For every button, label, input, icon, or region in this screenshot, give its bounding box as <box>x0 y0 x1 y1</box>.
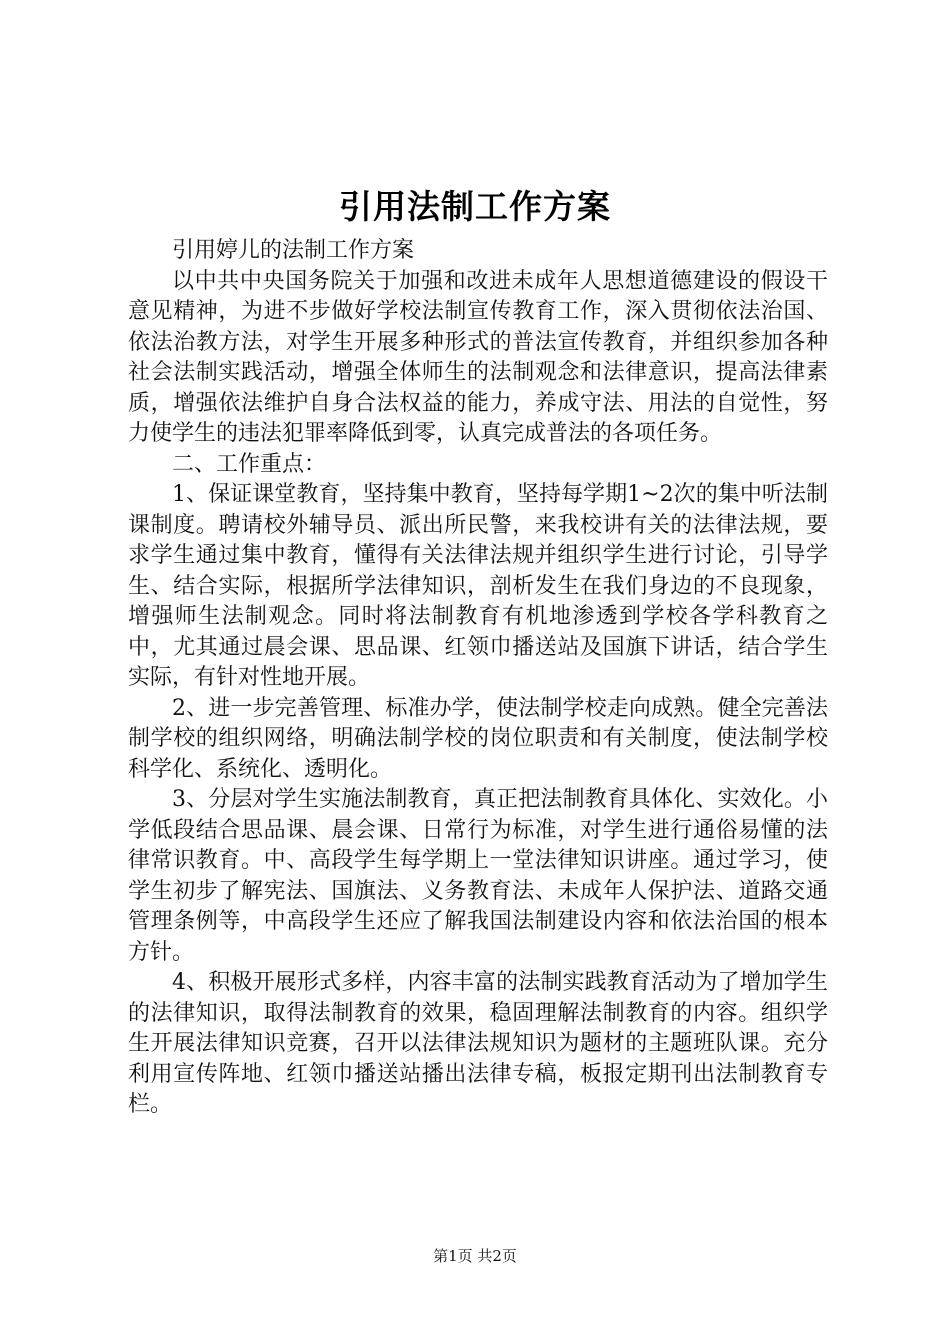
point-4-paragraph: 4、积极开展形式多样，内容丰富的法制实践教育活动为了增加学生的法律知识，取得法制教育的效果，稳固理解法制教育的内容。组织学生开展法律知识竞赛，召开以法律法规知识为题材的主题班队课。充分利用宣传阵地、红领巾播送站播出法律专稿，板报定期刊出法制教育专栏。 <box>128 970 828 1117</box>
point-3-paragraph: 3、分层对学生实施法制教育，真正把法制教育具体化、实效化。小学低段结合思品课、晨会课、日常行为标准，对学生进行通俗易懂的法律常识教育。中、高段学生每学期上一堂法律知识讲座。通过学习，使学生初步了解宪法、国旗法、义务教育法、未成年人保护法、道路交通管理条例等，中高段学生还应了解我国法制建设内容和依法治国的根本方针。 <box>128 787 828 965</box>
intro-paragraph: 以中共中央国务院关于加强和改进未成年人思想道德建设的假设干意见精神，为进不步做好学校法制宣传教育工作，深入贯彻依法治国、依法治教方法，对学生开展多种形式的普法宣传教育，并组织参加各种社会法制实践活动，增强全体师生的法制观念和法律意识，提高法律素质，增强依法维护自身合法权益的能力，养成守法、用法的自觉性，努力使学生的违法犯罪率降低到零，认真完成普法的各项任务。 <box>128 268 828 446</box>
document-title: 引用法制工作方案 <box>339 187 611 226</box>
point-1-paragraph: 1、保证课堂教育，坚持集中教育，坚持每学期1~2次的集中听法制课制度。聘请校外辅导员、派出所民警，来我校讲有关的法律法规，要求学生通过集中教育，懂得有关法律法规并组织学生进行讨论，引导学生、结合实际，根据所学法律知识，剖析发生在我们身边的不良现象，增强师生法制观念。同时将法制教育有机地渗透到学校各学科教育之中，尤其通过晨会课、思品课、红领巾播送站及国旗下讲话，结合学生实际，有针对性地开展。 <box>128 482 828 690</box>
page-number-footer: 第1页 共2页 <box>433 1247 517 1265</box>
document-body <box>128 236 828 1121</box>
point-2-paragraph: 2、进一步完善管理、标准办学，使法制学校走向成熟。健全完善法制学校的组织网络，明确法制学校的岗位职责和有关制度，使法制学校科学化、系统化、透明化。 <box>128 695 828 782</box>
section-heading: 二、工作重点： <box>172 451 327 477</box>
subtitle-paragraph: 引用婷儿的法制工作方案 <box>172 238 415 263</box>
